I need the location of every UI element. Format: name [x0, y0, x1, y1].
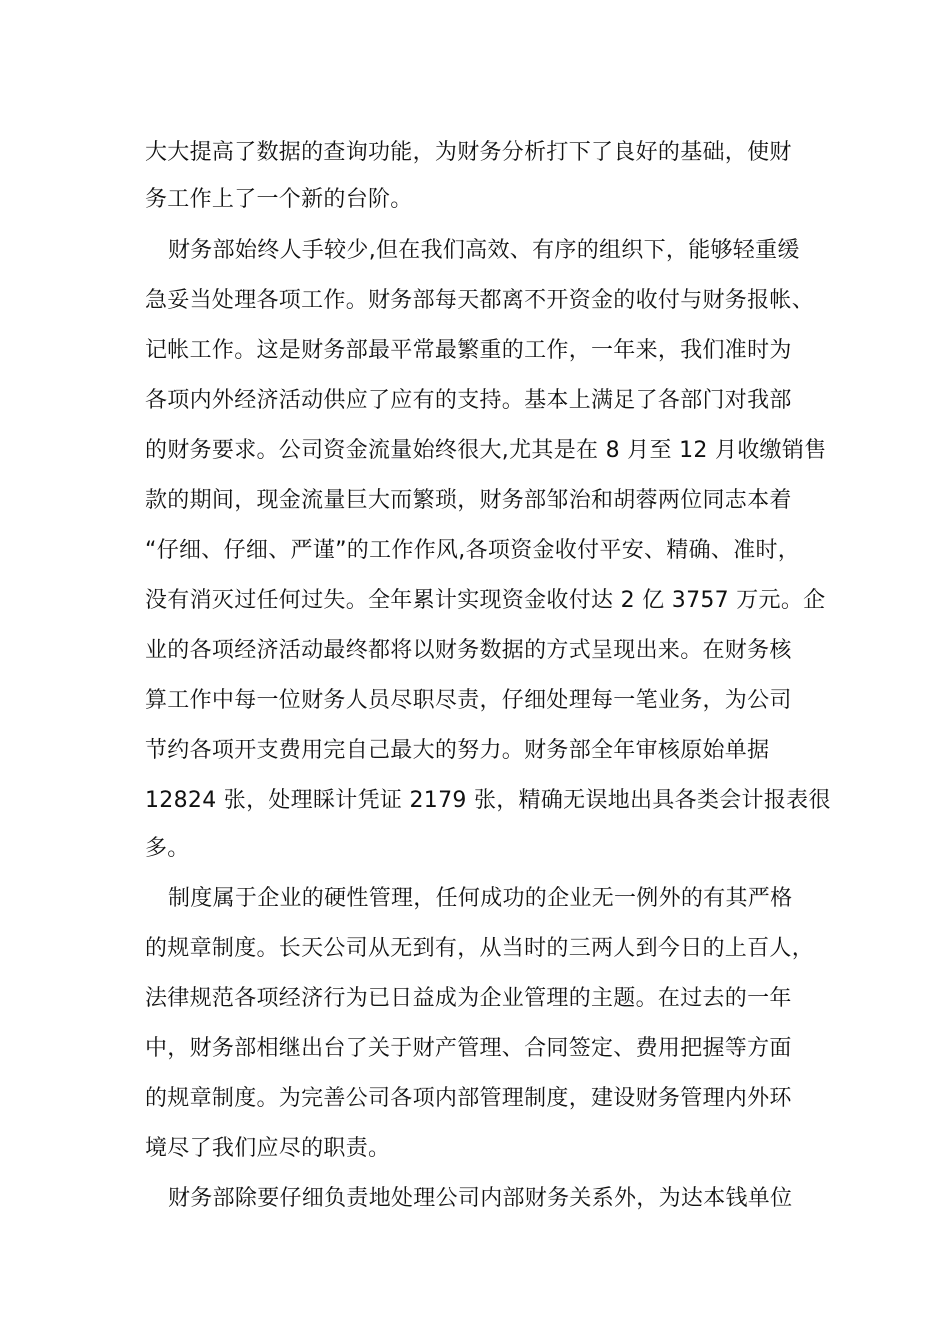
text-line: 多。: [145, 836, 190, 861]
text-line: 没有消灭过任何过失。全年累计实现资金收付达 2 亿 3757 万元。企: [145, 588, 826, 613]
text-line: 的财务要求。公司资金流量始终很大,尤其是在 8 月至 12 月收缴销售: [145, 438, 827, 463]
text-line: 12824 张，处理睬计凭证 2179 张，精确无误地出具各类会计报表很: [145, 788, 831, 813]
text-line: 中，财务部相继出台了关于财产管理、合同签定、费用把握等方面: [145, 1036, 792, 1061]
text-line: 各项内外经济活动供应了应有的支持。基本上满足了各部门对我部: [145, 388, 792, 413]
text-line: 业的各项经济活动最终都将以财务数据的方式呈现出来。在财务核: [145, 638, 792, 663]
text-line: 务工作上了一个新的台阶。: [145, 187, 413, 212]
text-line: “仔细、仔细、严谨”的工作作风,各项资金收付平安、精确、准时，: [145, 538, 801, 563]
paragraph-start-line: 财务部始终人手较少,但在我们高效、有序的组织下，能够轻重缓: [168, 238, 800, 263]
text-line: 的规章制度。为完善公司各项内部管理制度，建设财务管理内外环: [145, 1086, 792, 1111]
text-line: 记帐工作。这是财务部最平常最繁重的工作，一年来，我们准时为: [145, 338, 792, 363]
text-line: 法律规范各项经济行为已日益成为企业管理的主题。在过去的一年: [145, 986, 792, 1011]
text-line: 大大提高了数据的查询功能，为财务分析打下了良好的基础，使财: [145, 140, 792, 165]
text-line: 算工作中每一位财务人员尽职尽责，仔细处理每一笔业务，为公司: [145, 688, 792, 713]
text-line: 节约各项开支费用完自己最大的努力。财务部全年审核原始单据: [145, 738, 770, 763]
paragraph-start-line: 财务部除要仔细负责地处理公司内部财务关系外，为达本钱单位: [168, 1186, 793, 1211]
text-line: 急妥当处理各项工作。财务部每天都离不开资金的收付与财务报帐、: [145, 288, 815, 313]
text-line: 款的期间，现金流量巨大而繁琐，财务部邹治和胡蓉两位同志本着: [145, 488, 792, 513]
text-line: 的规章制度。长天公司从无到有，从当时的三两人到今日的上百人，: [145, 936, 815, 961]
text-line: 境尽了我们应尽的职责。: [145, 1136, 391, 1161]
paragraph-start-line: 制度属于企业的硬性管理，任何成功的企业无一例外的有其严格: [168, 886, 793, 911]
